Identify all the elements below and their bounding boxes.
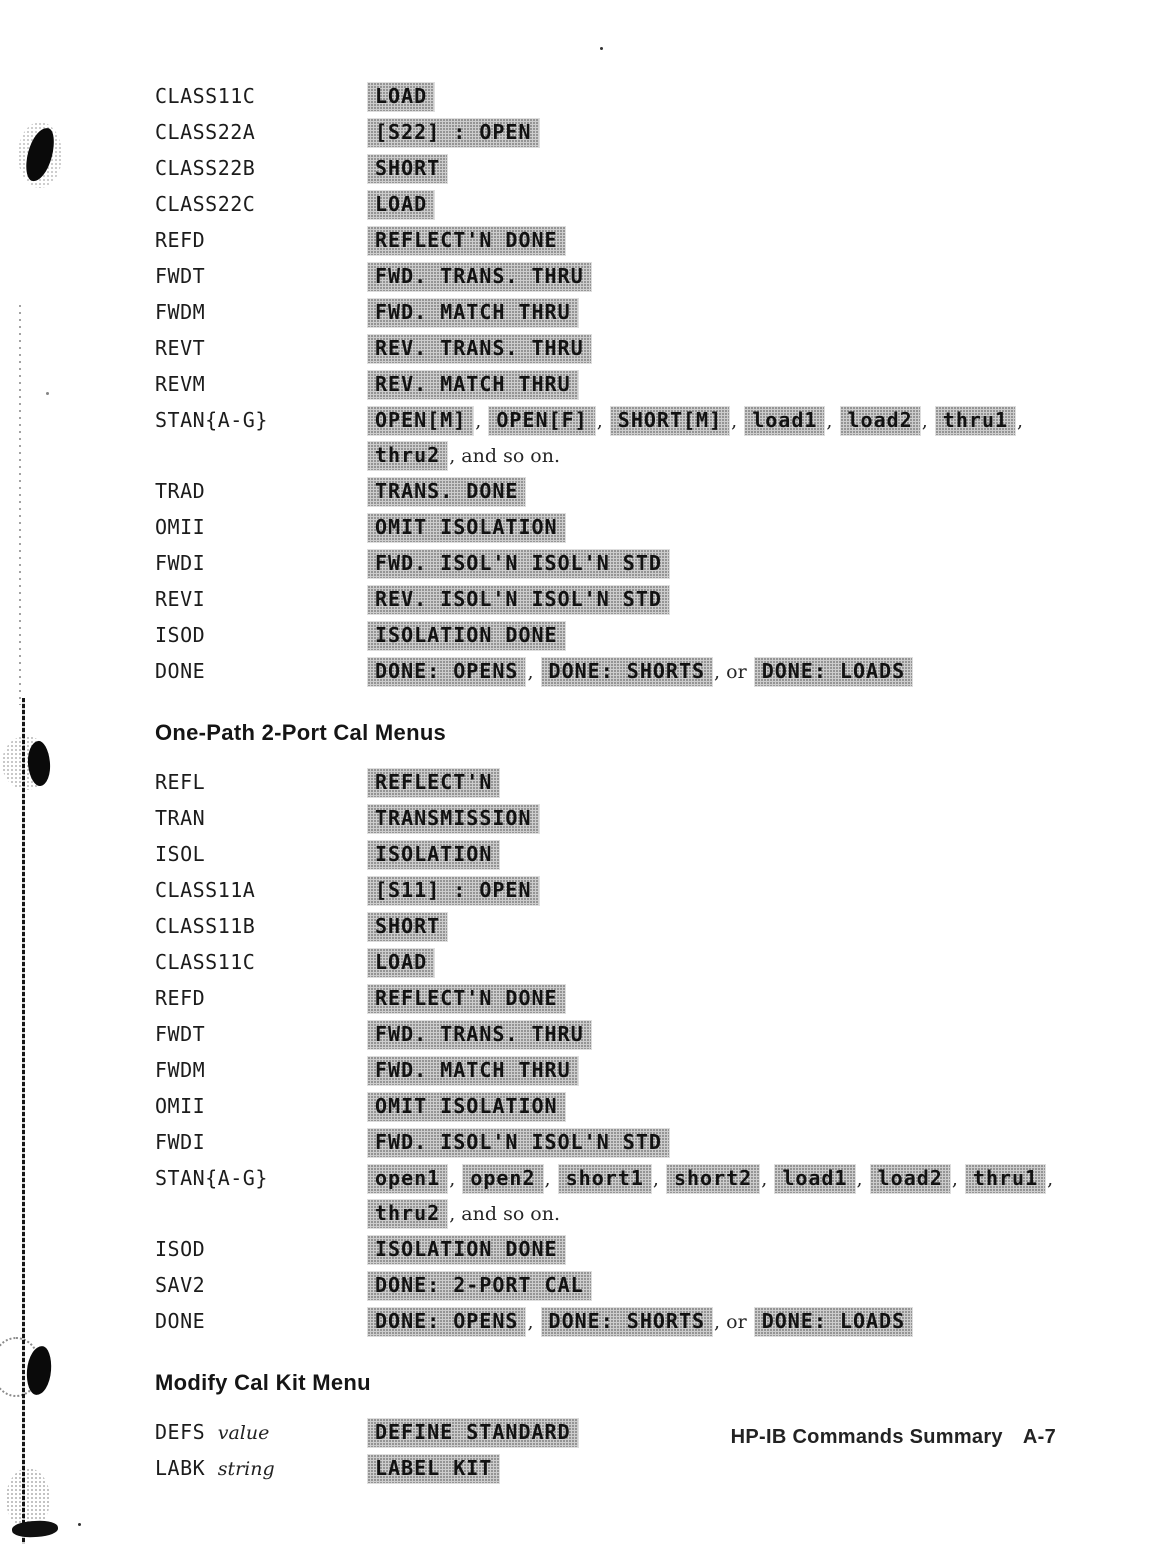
softkey-label: ISOLATION: [368, 841, 499, 869]
softkey-label: SHORT: [368, 913, 447, 941]
softkey-label: REFLECT'N DONE: [368, 227, 565, 255]
command-mnemonic: OMII: [155, 515, 206, 539]
separator-text: ,: [921, 410, 934, 432]
command-cell: [155, 80, 368, 108]
softkey-label: load1: [745, 407, 824, 435]
softkey-cell: [368, 475, 1073, 510]
separator-text: ,: [475, 410, 488, 432]
command-cell: [155, 475, 368, 503]
separator-text: ,: [731, 410, 744, 432]
command-cell: [155, 1090, 368, 1118]
softkey-label: TRANSMISSION: [368, 805, 539, 833]
softkey-cell: [368, 1090, 1073, 1125]
command-cell: [155, 583, 368, 611]
command-cell: [155, 982, 368, 1010]
softkey-cell: [368, 1162, 1073, 1232]
command-mnemonic: DONE: [155, 659, 206, 683]
softkey-cell: [368, 1054, 1073, 1089]
command-cell: [155, 116, 368, 144]
softkey-label: DEFINE STANDARD: [368, 1419, 578, 1447]
command-cell: [155, 188, 368, 216]
softkey-cell: [368, 802, 1073, 837]
command-row: [155, 1054, 1176, 1089]
softkey-label: OMIT ISOLATION: [368, 1093, 565, 1121]
command-cell: [155, 1162, 368, 1190]
softkey-label: open2: [463, 1165, 542, 1193]
softkey-label: DONE: OPENS: [368, 1308, 525, 1336]
softkey-label: [S22] : OPEN: [368, 119, 539, 147]
command-mnemonic: FWDM: [155, 300, 206, 324]
softkey-label: REFLECT'N DONE: [368, 985, 565, 1013]
scan-smear-bottom: [12, 1520, 59, 1538]
softkey-label: FWD. ISOL'N ISOL'N STD: [368, 550, 669, 578]
separator-text: , and so on.: [449, 1203, 561, 1225]
command-row: [155, 1452, 1176, 1487]
softkey-cell: [368, 511, 1073, 546]
separator-text: , or: [714, 1311, 753, 1333]
separator-text: ,: [1047, 1168, 1054, 1190]
footer-title: HP-IB Commands Summary: [730, 1426, 1003, 1448]
command-cell: [155, 260, 368, 288]
softkey-cell: [368, 766, 1073, 801]
separator-text: ,: [596, 410, 609, 432]
separator-text: , or: [714, 661, 753, 683]
command-cell: [155, 224, 368, 252]
command-mnemonic: OMII: [155, 1094, 206, 1118]
command-row: [155, 619, 1176, 654]
softkey-label: thru1: [936, 407, 1015, 435]
softkey-label: DONE: SHORTS: [542, 658, 713, 686]
command-mnemonic: LABK: [155, 1456, 206, 1480]
softkey-label: load2: [871, 1165, 950, 1193]
command-row: [155, 80, 1176, 115]
softkey-cell: [368, 1269, 1073, 1304]
softkey-label: ISOLATION DONE: [368, 1236, 565, 1264]
softkey-cell: [368, 655, 1073, 690]
softkey-label: REV. MATCH THRU: [368, 371, 578, 399]
command-row: [155, 547, 1176, 582]
softkey-label: OMIT ISOLATION: [368, 514, 565, 542]
command-mnemonic: CLASS22C: [155, 192, 256, 216]
softkey-label: LOAD: [368, 949, 434, 977]
command-mnemonic: DONE: [155, 1309, 206, 1333]
command-row: [155, 511, 1176, 546]
command-cell: [155, 655, 368, 683]
section-heading: One-Path 2-Port Cal Menus: [155, 720, 447, 745]
softkey-label: short2: [667, 1165, 759, 1193]
softkey-cell: [368, 116, 1073, 151]
command-mnemonic: REVT: [155, 336, 206, 360]
command-mnemonic: SAV2: [155, 1273, 206, 1297]
command-row: [155, 332, 1176, 367]
command-row: [155, 1162, 1176, 1232]
softkey-label: LOAD: [368, 83, 434, 111]
softkey-cell: [368, 260, 1073, 295]
command-cell: [155, 1233, 368, 1261]
softkey-cell: [368, 946, 1073, 981]
softkey-label: FWD. TRANS. THRU: [368, 263, 591, 291]
command-mnemonic: FWDT: [155, 264, 206, 288]
softkey-label: DONE: SHORTS: [542, 1308, 713, 1336]
command-mnemonic: REFL: [155, 770, 206, 794]
page-number: A-7: [1022, 1426, 1056, 1448]
command-row: [155, 982, 1176, 1017]
command-mnemonic: CLASS22A: [155, 120, 256, 144]
command-cell: [155, 766, 368, 794]
command-mnemonic: TRAD: [155, 479, 206, 503]
softkey-label: DONE: LOADS: [755, 1308, 912, 1336]
command-mnemonic: FWDI: [155, 551, 206, 575]
scan-dust-dot: [78, 1523, 81, 1526]
separator-text: ,: [527, 661, 540, 683]
separator-text: , and so on.: [449, 445, 561, 467]
softkey-cell: [368, 296, 1073, 331]
command-mnemonic: ISOL: [155, 842, 206, 866]
command-row: [155, 1233, 1176, 1268]
command-row: [155, 946, 1176, 981]
softkey-label: LOAD: [368, 191, 434, 219]
softkey-label: load1: [775, 1165, 854, 1193]
softkey-label: short1: [559, 1165, 651, 1193]
command-row: [155, 655, 1176, 690]
command-row: [155, 116, 1176, 151]
softkey-cell: [368, 619, 1073, 654]
softkey-cell: [368, 80, 1073, 115]
softkey-cell: [368, 224, 1073, 259]
softkey-cell: [368, 1018, 1073, 1053]
command-cell: [155, 1416, 368, 1444]
command-cell: [155, 619, 368, 647]
command-cell: [155, 404, 368, 432]
command-row: [155, 188, 1176, 223]
command-mnemonic: DEFS: [155, 1420, 206, 1444]
softkey-label: FWD. TRANS. THRU: [368, 1021, 591, 1049]
command-row: [155, 368, 1176, 403]
softkey-label: TRANS. DONE: [368, 478, 525, 506]
command-mnemonic: FWDT: [155, 1022, 206, 1046]
softkey-cell: [368, 838, 1073, 873]
separator-text: ,: [856, 1168, 869, 1190]
command-cell: [155, 838, 368, 866]
softkey-cell: [368, 982, 1073, 1017]
command-row: [155, 1090, 1176, 1125]
softkey-label: SHORT: [368, 155, 447, 183]
softkey-cell: [368, 332, 1073, 367]
command-mnemonic: CLASS11C: [155, 950, 256, 974]
separator-text: ,: [951, 1168, 964, 1190]
command-row: [155, 1305, 1176, 1340]
softkey-label: thru1: [966, 1165, 1045, 1193]
command-mnemonic: REFD: [155, 986, 206, 1010]
command-mnemonic: STAN{A-G}: [155, 1166, 268, 1190]
softkey-cell: [368, 1233, 1073, 1268]
softkey-label: FWD. MATCH THRU: [368, 1057, 578, 1085]
softkey-cell: [368, 910, 1073, 945]
command-mnemonic: REFD: [155, 228, 206, 252]
command-row: [155, 910, 1176, 945]
command-mnemonic: CLASS22B: [155, 156, 256, 180]
command-mnemonic: REVI: [155, 587, 206, 611]
command-mnemonic: CLASS11B: [155, 914, 256, 938]
command-mnemonic: FWDI: [155, 1130, 206, 1154]
command-cell: [155, 1054, 368, 1082]
softkey-label: [S11] : OPEN: [368, 877, 539, 905]
command-cell: [155, 368, 368, 396]
command-cell: [155, 910, 368, 938]
softkey-label: SHORT[M]: [611, 407, 729, 435]
separator-text: ,: [826, 410, 839, 432]
command-row: [155, 404, 1176, 474]
command-mnemonic: FWDM: [155, 1058, 206, 1082]
command-row: [155, 1126, 1176, 1161]
softkey-label: ISOLATION DONE: [368, 622, 565, 650]
command-cell: [155, 332, 368, 360]
command-mnemonic: CLASS11C: [155, 84, 256, 108]
page-footer: [731, 1426, 1056, 1449]
softkey-cell: [368, 874, 1073, 909]
separator-text: ,: [544, 1168, 557, 1190]
command-cell: [155, 511, 368, 539]
separator-text: ,: [652, 1168, 665, 1190]
command-row: [155, 224, 1176, 259]
command-mnemonic: CLASS11A: [155, 878, 256, 902]
softkey-label: OPEN[M]: [368, 407, 473, 435]
command-row: [155, 475, 1176, 510]
softkey-cell: [368, 368, 1073, 403]
command-row: [155, 583, 1176, 618]
command-cell: [155, 1126, 368, 1154]
command-mnemonic: REVM: [155, 372, 206, 396]
softkey-label: DONE: 2-PORT CAL: [368, 1272, 591, 1300]
softkey-label: REFLECT'N: [368, 769, 499, 797]
command-cell: [155, 1269, 368, 1297]
softkey-label: FWD. ISOL'N ISOL'N STD: [368, 1129, 669, 1157]
softkey-cell: [368, 547, 1073, 582]
softkey-cell: [368, 152, 1073, 187]
command-cell: [155, 802, 368, 830]
softkey-cell: [368, 1305, 1073, 1340]
softkey-cell: [368, 1452, 1073, 1487]
softkey-cell: [368, 583, 1073, 618]
softkey-label: OPEN[F]: [489, 407, 594, 435]
command-row: [155, 838, 1176, 873]
command-cell: [155, 1452, 368, 1480]
command-cell: [155, 152, 368, 180]
softkey-label: REV. TRANS. THRU: [368, 335, 591, 363]
separator-text: ,: [527, 1311, 540, 1333]
command-mnemonic: TRAN: [155, 806, 206, 830]
command-row: [155, 802, 1176, 837]
command-cell: [155, 1018, 368, 1046]
command-row: [155, 766, 1176, 801]
separator-text: ,: [1017, 410, 1024, 432]
command-row: [155, 874, 1176, 909]
softkey-label: LABEL KIT: [368, 1455, 499, 1483]
section-heading: Modify Cal Kit Menu: [155, 1370, 371, 1395]
command-row: [155, 1018, 1176, 1053]
softkey-label: FWD. MATCH THRU: [368, 299, 578, 327]
softkey-label: DONE: OPENS: [368, 658, 525, 686]
command-argument: value: [217, 1422, 270, 1444]
softkey-label: thru2: [368, 442, 447, 470]
softkey-label: DONE: LOADS: [755, 658, 912, 686]
softkey-label: open1: [368, 1165, 447, 1193]
softkey-label: load2: [841, 407, 920, 435]
command-row: [155, 296, 1176, 331]
command-argument: string: [217, 1458, 275, 1480]
softkey-cell: [368, 404, 1073, 474]
softkey-cell: [368, 188, 1073, 223]
softkey-cell: [368, 1126, 1073, 1161]
command-cell: [155, 946, 368, 974]
command-row: [155, 1269, 1176, 1304]
separator-text: ,: [449, 1168, 462, 1190]
command-row: [155, 152, 1176, 187]
command-cell: [155, 874, 368, 902]
command-mnemonic: STAN{A-G}: [155, 408, 268, 432]
softkey-label: thru2: [368, 1200, 447, 1228]
command-mnemonic: ISOD: [155, 1237, 206, 1261]
command-cell: [155, 1305, 368, 1333]
command-cell: [155, 296, 368, 324]
command-row: [155, 260, 1176, 295]
command-cell: [155, 547, 368, 575]
command-mnemonic: ISOD: [155, 623, 206, 647]
softkey-label: REV. ISOL'N ISOL'N STD: [368, 586, 669, 614]
separator-text: ,: [761, 1168, 774, 1190]
